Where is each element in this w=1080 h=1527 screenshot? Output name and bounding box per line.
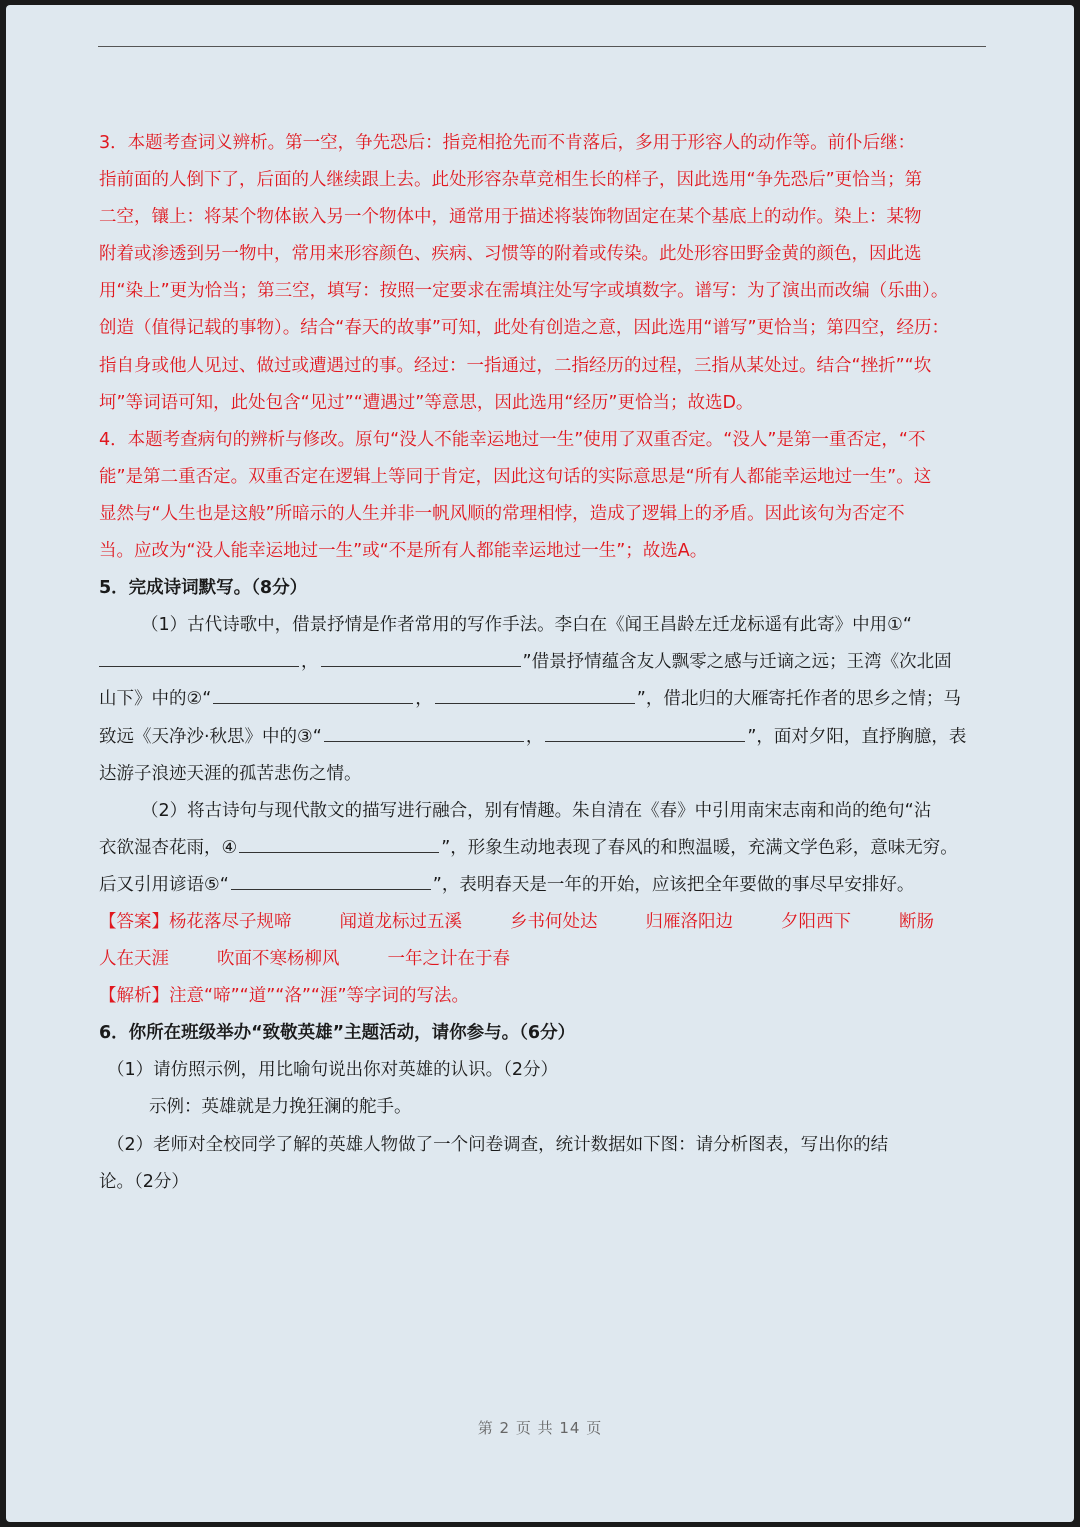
- page-content: [99, 125, 987, 1201]
- q4-explanation: [99, 422, 987, 570]
- blank-5[interactable]: [231, 889, 431, 890]
- blank-3b[interactable]: [545, 741, 745, 742]
- answer-item: 一年之计在于春: [387, 949, 510, 970]
- q6-sub2-cont: 论。（2分）: [99, 1171, 189, 1192]
- text-line: 指前面的人倒下了，后面的人继续跟上去。此处形容杂草竞相生长的样子，因此选用“争先恐后”更恰当；第: [99, 170, 923, 191]
- text-line: 3．本题考查词义辨析。第一空，争先恐后：指竞相抢先而不肯落后，多用于形容人的动作等。前仆后继：: [99, 133, 916, 153]
- q5-part2-line1: （2）将古诗句与现代散文的描写进行融合，别有情趣。朱自清在《春》中引用南宋志南和尚的绝句“沾: [141, 800, 932, 821]
- q5-part2-line2: 衣欲湿杏花雨，④ ”，形象生动地表现了春风的和煦温暖，充满文学色彩，意味无穷。: [99, 837, 958, 858]
- blank-1a[interactable]: [99, 666, 299, 667]
- blank-1b[interactable]: [321, 666, 521, 667]
- header-rule: [98, 46, 986, 47]
- answer-item: 乡书何处达: [510, 911, 598, 932]
- blank-2b[interactable]: [435, 703, 635, 704]
- text-line: 坷”等词语可知，此处包含“见过”“遭遇过”等意思，因此选用“经历”更恰当；故选D。: [99, 392, 754, 413]
- q5-part2-line3: 后又引用谚语⑤“ ”，表明春天是一年的开始，应该把全年要做的事尽早安排好。: [99, 874, 915, 895]
- q5-part1-line1: （1）古代诗歌中，借景抒情是作者常用的写作手法。李白在《闻王昌龄左迁龙标遥有此寄》中用①“: [141, 615, 912, 636]
- q5-part1-line3: 山下》中的②“ ， ”，借北归的大雁寄托作者的思乡之情；马: [99, 689, 961, 710]
- text-line: 显然与“人生也是这般”所暗示的人生并非一帆风顺的常理相悖，造成了逻辑上的矛盾。因此该句为否定不: [99, 503, 905, 524]
- answer-item: 归雁洛阳边: [645, 911, 733, 932]
- blank-2a[interactable]: [213, 703, 413, 704]
- q6-example: 示例：英雄就是力挽狂澜的舵手。: [149, 1097, 412, 1118]
- q6-sub2: （2）老师对全校同学了解的英雄人物做了一个问卷调查，统计数据如下图：请分析图表，写出你的结: [107, 1134, 889, 1155]
- text-line: 用“染上”更为恰当；第三空，填写：按照一定要求在需填注处写字或填数字。谱写：为了演出而改编（乐曲）。: [99, 281, 949, 302]
- q5-answer-line1: [99, 904, 987, 941]
- answer-item: 杨花落尽子规啼: [169, 911, 292, 932]
- document-page: [6, 5, 1074, 1522]
- text-line: 指自身或他人见过、做过或遭遇过的事。经过：一指通过，二指经历的过程，三指从某处过。结合“挫折”“坎: [99, 355, 932, 376]
- answer-label: 【答案】: [99, 911, 169, 932]
- q3-explanation: [99, 125, 987, 422]
- q5-part1-line4: 致远《天净沙·秋思》中的③“ ， ”，面对夕阳，直抒胸臆，表: [99, 726, 967, 747]
- q6-title: 6．你所在班级举办“致敬英雄”主题活动，请你参与。（6分）: [99, 1023, 576, 1044]
- q5-title: 5．完成诗词默写。（8分）: [99, 578, 308, 599]
- text-line: 当。应改为“没人能幸运地过一生”或“不是所有人都能幸运地过一生”；故选A。: [99, 541, 708, 562]
- blank-3a[interactable]: [324, 741, 524, 742]
- answer-item: 吹面不寒杨柳风: [217, 949, 340, 970]
- q5-analysis: 【解析】注意“啼”“道”“洛”“涯”等字词的写法。: [99, 986, 470, 1007]
- text-line: 创造（值得记载的事物）。结合“春天的故事”可知，此处有创造之意，因此选用“谱写”更恰当；第四空，经历：: [99, 318, 950, 339]
- page-number: 第 2 页 共 14 页: [477, 1419, 603, 1437]
- text-line: 4．本题考查病句的辨析与修改。原句“没人不能幸运地过一生”使用了双重否定。“没人”是第一重否定，“不: [99, 429, 926, 450]
- q5-part1-line2: ， ”借景抒情蕴含友人飘零之感与迁谪之远；王湾《次北固: [99, 644, 987, 681]
- q5-answer-line2: [99, 941, 987, 978]
- answer-item: 闻道龙标过五溪: [339, 911, 462, 932]
- answer-item: 人在天涯: [99, 949, 169, 970]
- answer-item: 断肠: [899, 911, 934, 932]
- blank-4[interactable]: [239, 852, 439, 853]
- text-line: 能”是第二重否定。双重否定在逻辑上等同于肯定，因此这句话的实际意思是“所有人都能幸运地过一生”。这: [99, 466, 932, 487]
- answer-item: 夕阳西下: [781, 911, 851, 932]
- q6-sub1: （1）请仿照示例，用比喻句说出你对英雄的认识。（2分）: [107, 1060, 559, 1081]
- q5-part1-line5: 达游子浪迹天涯的孤苦悲伤之情。: [99, 763, 362, 784]
- text-line: 附着或渗透到另一物中，常用来形容颜色、疾病、习惯等的附着或传染。此处形容田野金黄的颜色，因此选: [99, 244, 922, 265]
- text-line: 二空，镶上：将某个物体嵌入另一个物体中，通常用于描述将装饰物固定在某个基底上的动作。染上：某物: [99, 207, 922, 228]
